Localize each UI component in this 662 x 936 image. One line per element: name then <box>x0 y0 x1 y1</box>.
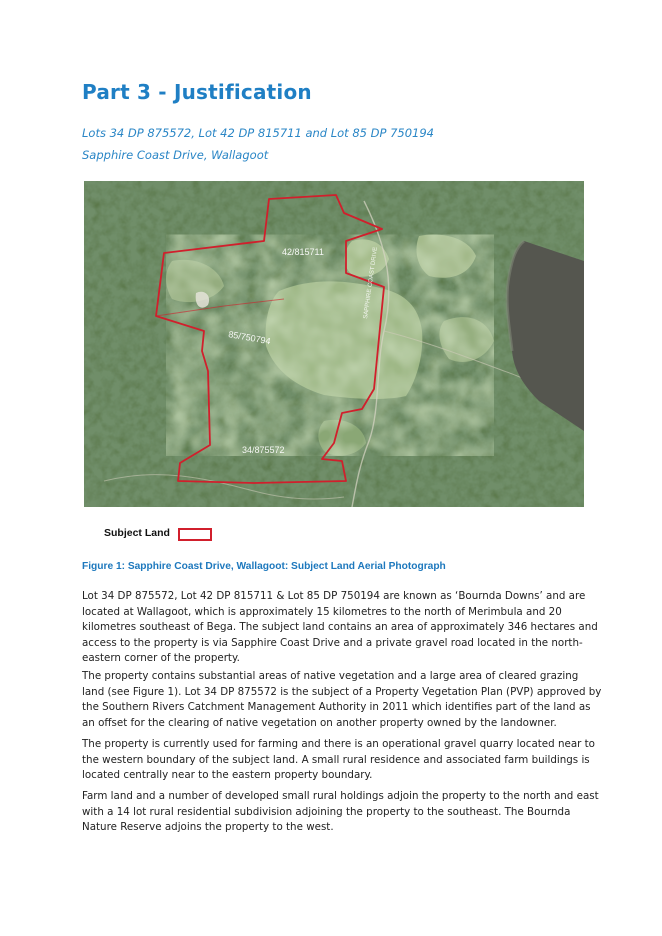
lots-subtitle: Lots 34 DP 875572, Lot 42 DP 815711 and Lot 85 DP 750194 <box>82 126 434 140</box>
figure-caption: Figure 1: Sapphire Coast Drive, Wallagoot: Subject Land Aerial Photograph <box>82 561 446 572</box>
page-title: Part 3 - Justification <box>82 80 312 104</box>
legend-swatch <box>178 528 212 541</box>
lot-label-34: 34/875572 <box>242 445 285 455</box>
paragraph-current-use: The property is currently used for farming and there is an operational gravel quarry located near to the western boundary of the subject land. A small rural residence and associated farm buildings is located centrally near to the eastern property boundary. <box>82 738 595 781</box>
lot-label-42: 42/815711 <box>282 247 324 257</box>
legend-label: Subject Land <box>104 527 170 539</box>
lot-label-85: 85/750794 <box>227 329 272 347</box>
paragraph-property-location: Lot 34 DP 875572, Lot 42 DP 815711 & Lot 85 DP 750194 are known as ‘Bournda Downs’ and are located at Wallagoot, which is approximately 15 kilometres to the north of Merimbula and 20 kilometres southeast of Bega. The subject land contains an area of approximately 346 hectares and access to the property is via Sapphire Coast Drive and a private gravel road located in the north-eastern corner of the property. <box>82 590 598 664</box>
road-label: SAPPHIRE COAST DRIVE <box>363 246 380 320</box>
paragraph-vegetation: The property contains substantial areas of native vegetation and a large area of cleared grazing land (see Figure 1). Lot 34 DP 875572 is the subject of a Property Vegetation Plan (PVP) approved by the Southern Rivers Catchment Management Authority in 2011 which identifies part of the land as an offset for the clearing of native vegetation on another property owned by the landowner. <box>82 670 602 729</box>
paragraph-adjoining-land: Farm land and a number of developed small rural holdings adjoin the property to the north and east with a 14 lot rural residential subdivision adjoining the property to the southeast. The Bournda Nature Reserve adjoins the property to the west. <box>82 790 599 833</box>
aerial-photograph <box>84 181 584 507</box>
location-subtitle: Sapphire Coast Drive, Wallagoot <box>82 148 269 162</box>
